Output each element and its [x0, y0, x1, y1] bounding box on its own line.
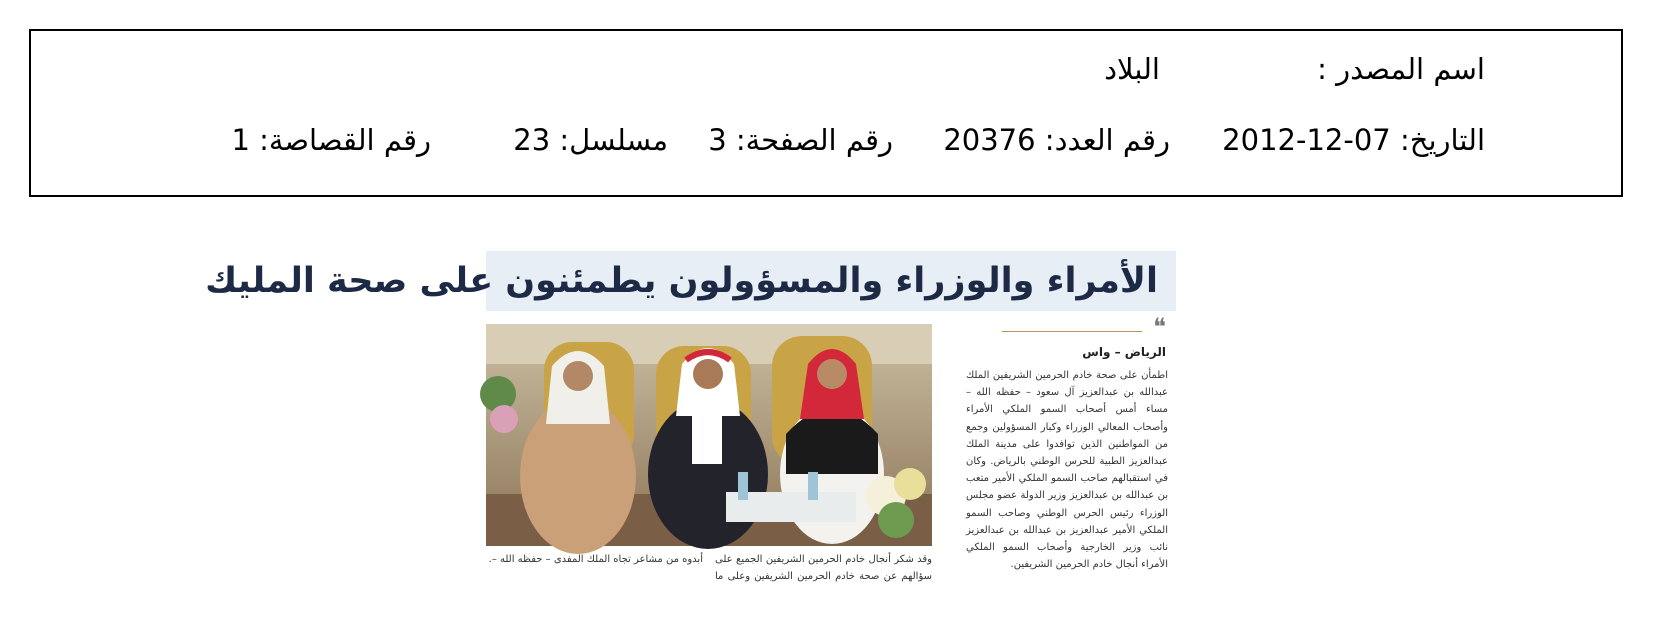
source-value: البلاد — [1104, 52, 1160, 86]
page-number-field: رقم الصفحة: 3 — [708, 123, 893, 157]
source-label: اسم المصدر : — [1317, 52, 1485, 86]
issue-number-field: رقم العدد: 20376 — [943, 123, 1170, 157]
article-photo — [486, 324, 932, 546]
photo-illustration — [486, 324, 932, 546]
quote-mark-icon: ❝ — [1153, 313, 1166, 341]
date-field: التاريخ: 07-12-2012 — [1222, 123, 1485, 157]
article-dateline: الرياض – واس — [1082, 345, 1166, 359]
newspaper-clipping — [205, 251, 1176, 603]
article-body: اطمأن على صحة خادم الحرمين الشريفين الملك عبدالله بن عبدالعزيز آل سعود – حفظه الله – مساء أمس أصحاب السمو الملكي الأمراء وأصحاب المعالي الوزراء وكبار المسؤولين وجمع من المواطنين الذين توافدوا على مدينة الملك عبدالعزيز الطبية للحرس الوطني بالرياض. وكان في استقبالهم صاحب السمو الملكي الأمير متعب بن عبدالله بن عبدالعزيز وزير الدولة عضو مجلس الوزراء رئيس الحرس الوطني وصاحب السمو الملكي الأمير عبدالعزيز بن عبدالله بن عبدالعزيز نائب وزير الخارجية وأصحاب السمو الملكي الأمراء أنجال خادم الحرمين الشريفين. — [966, 370, 1168, 571]
article-headline: الأمراء والوزراء والمسؤولون يطمئنون على صحة المليك — [205, 261, 1158, 301]
serial-field: مسلسل: 23 — [513, 123, 668, 157]
clip-number-field: رقم القصاصة: 1 — [231, 123, 431, 157]
photo-caption: وقد شكر أنجال خادم الحرمين الشريفين الجميع على سؤالهم عن صحة خادم الحرمين الشريفين وعلى ما أبدوه من مشاعر تجاه الملك المفدى – حفظه الله –. — [488, 554, 932, 582]
divider-rule — [1002, 331, 1142, 332]
